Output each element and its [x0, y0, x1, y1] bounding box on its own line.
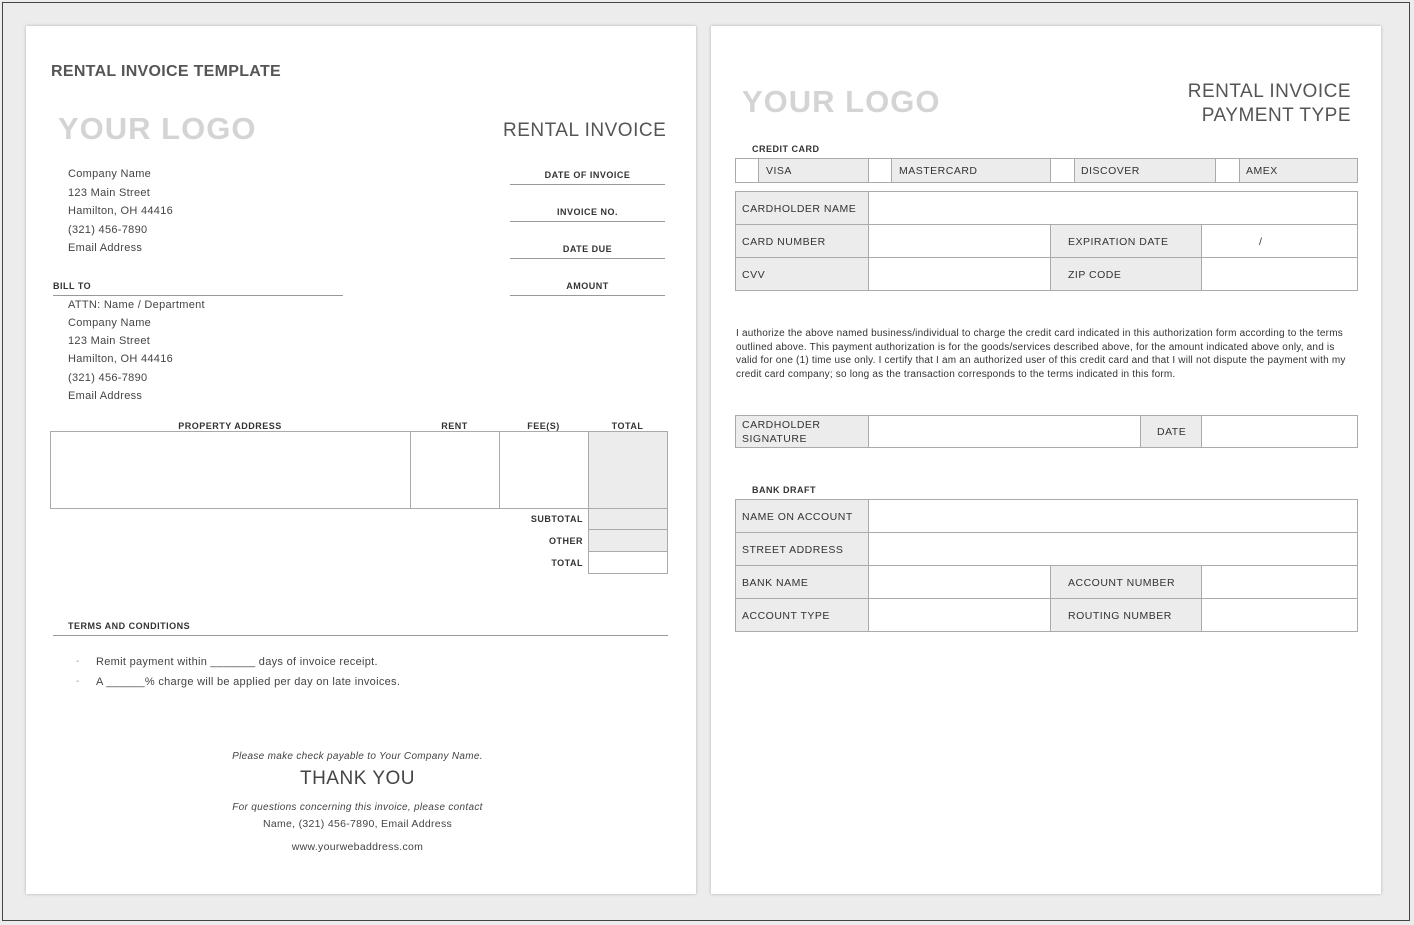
routing-number-label-cell	[1050, 598, 1202, 632]
payment-title-line2: PAYMENT TYPE	[1201, 105, 1351, 126]
logo-placeholder: YOUR LOGO	[58, 111, 257, 146]
company-name: Company Name	[68, 168, 152, 180]
website[interactable]: www.yourwebaddress.com	[291, 841, 424, 853]
zip-code-label-cell	[1050, 257, 1202, 291]
subtotal-cell[interactable]	[588, 508, 668, 530]
account-type-label-cell	[735, 598, 869, 632]
terms-bullet: -	[76, 656, 80, 667]
signature-date-label: DATE	[1157, 426, 1187, 438]
cvv-field[interactable]	[868, 257, 1051, 291]
visa-option	[758, 158, 869, 183]
routing-number-label: ROUTING NUMBER	[1068, 610, 1172, 622]
account-number-label-cell	[1050, 565, 1202, 599]
street-address-label: STREET ADDRESS	[742, 544, 844, 556]
bank-name-field[interactable]	[868, 565, 1051, 599]
grand-total-cell[interactable]	[588, 551, 668, 574]
zip-code-field[interactable]	[1201, 257, 1358, 291]
thank-you: THANK YOU	[299, 768, 415, 789]
subtotal-label: SUBTOTAL	[530, 514, 583, 524]
cvv-label: CVV	[742, 269, 766, 281]
mastercard-label: MASTERCARD	[899, 165, 978, 177]
cardholder-name-label: CARDHOLDER NAME	[742, 203, 857, 215]
cvv-label-cell	[735, 257, 869, 291]
account-type-field[interactable]	[868, 598, 1051, 632]
date-of-invoice-label: DATE OF INVOICE	[544, 170, 631, 180]
company-phone: (321) 456-7890	[68, 224, 148, 236]
cardholder-signature-label-cell	[735, 415, 869, 448]
bank-draft-label: BANK DRAFT	[752, 485, 816, 495]
cardholder-name-label-cell	[735, 191, 869, 225]
total-header: TOTAL	[611, 421, 644, 431]
rent-header: RENT	[441, 421, 468, 431]
payable-note: Please make check payable to Your Company Name.	[232, 751, 483, 762]
bank-name-label: BANK NAME	[742, 577, 809, 589]
amount-label: AMOUNT	[566, 281, 609, 291]
discover-checkbox[interactable]	[1050, 158, 1075, 183]
other-label: OTHER	[549, 536, 583, 546]
invoice-page	[26, 26, 696, 894]
fees-header: FEE(S)	[527, 421, 560, 431]
property-address-header: PROPERTY ADDRESS	[178, 421, 282, 431]
company-city: Hamilton, OH 44416	[68, 205, 174, 217]
zip-code-label: ZIP CODE	[1068, 269, 1122, 281]
credit-card-label: CREDIT CARD	[752, 144, 820, 154]
bank-name-label-cell	[735, 565, 869, 599]
invoice-title: RENTAL INVOICE	[503, 120, 667, 141]
name-on-account-label-cell	[735, 499, 869, 533]
contact-info: Name, (321) 456-7890, Email Address	[262, 818, 453, 830]
bill-to-line	[53, 295, 343, 296]
amex-checkbox[interactable]	[1215, 158, 1240, 183]
payment-page	[711, 26, 1381, 894]
street-address-label-cell	[735, 532, 869, 566]
name-on-account-label: NAME ON ACCOUNT	[742, 511, 853, 523]
property-address-cell[interactable]	[50, 431, 411, 509]
invoice-no-label: INVOICE NO.	[556, 207, 618, 217]
street-address-field[interactable]	[868, 532, 1358, 566]
authorization-text: I authorize the above named business/individual to charge the credit card indicated in this authorization form according to the terms outlined above. This payment authorization is for the goods/services described above, for the amount indicated above only, and is valid for one (1) time use only. I certify that I am an authorized user of this credit card and that I will not dispute the payment with my credit card company; so long as the transaction corresponds to the terms indicated in this form.	[736, 328, 1346, 380]
cardholder-signature-label-line2: SIGNATURE	[742, 433, 807, 445]
bill-to-attn: ATTN: Name / Department	[68, 299, 205, 311]
bill-to-city: Hamilton, OH 44416	[68, 353, 174, 365]
amex-label: AMEX	[1246, 165, 1278, 177]
discover-option	[1074, 158, 1216, 183]
account-number-field[interactable]	[1201, 565, 1358, 599]
mastercard-checkbox[interactable]	[868, 158, 892, 183]
expiration-separator: /	[1259, 236, 1263, 248]
company-street: 123 Main Street	[68, 187, 151, 199]
terms-bullet: -	[76, 676, 80, 687]
bill-to-company: Company Name	[68, 317, 152, 329]
name-on-account-field[interactable]	[868, 499, 1358, 533]
total-cell[interactable]	[588, 431, 668, 509]
logo-placeholder: YOUR LOGO	[742, 84, 941, 119]
expiration-date-field[interactable]	[1201, 224, 1358, 258]
expiration-date-label-cell	[1050, 224, 1202, 258]
terms-item: A ______% charge will be applied per day on late invoices.	[96, 676, 401, 688]
visa-checkbox[interactable]	[735, 158, 759, 183]
cardholder-signature-label-line1: CARDHOLDER	[742, 419, 821, 431]
cardholder-signature-field[interactable]	[868, 415, 1141, 448]
date-due-line[interactable]	[510, 258, 665, 259]
account-number-label: ACCOUNT NUMBER	[1068, 577, 1176, 589]
mastercard-option	[891, 158, 1051, 183]
date-due-label: DATE DUE	[562, 244, 613, 254]
bill-to-street: 123 Main Street	[68, 335, 151, 347]
terms-label: TERMS AND CONDITIONS	[68, 621, 191, 631]
visa-label: VISA	[766, 165, 792, 177]
questions-note: For questions concerning this invoice, please contact	[232, 802, 483, 813]
bill-to-email: Email Address	[68, 390, 143, 402]
grand-total-label: TOTAL	[551, 558, 583, 568]
invoice-no-line[interactable]	[510, 221, 665, 222]
terms-line	[53, 635, 668, 636]
date-of-invoice-line[interactable]	[510, 184, 665, 185]
fees-cell[interactable]	[499, 431, 589, 509]
bill-to-phone: (321) 456-7890	[68, 372, 148, 384]
account-type-label: ACCOUNT TYPE	[742, 610, 830, 622]
terms-item: Remit payment within _______ days of invoice receipt.	[96, 656, 378, 668]
payment-title-line1: RENTAL INVOICE	[1187, 81, 1351, 102]
discover-label: DISCOVER	[1081, 165, 1140, 177]
amount-line[interactable]	[510, 295, 665, 296]
template-title: RENTAL INVOICE TEMPLATE	[51, 63, 282, 80]
company-email: Email Address	[68, 242, 143, 254]
other-cell[interactable]	[588, 529, 668, 552]
bill-to-label: BILL TO	[53, 281, 92, 291]
signature-date-field[interactable]	[1201, 415, 1358, 448]
expiration-date-label: EXPIRATION DATE	[1068, 236, 1169, 248]
cardholder-name-field[interactable]	[868, 191, 1358, 225]
routing-number-field[interactable]	[1201, 598, 1358, 632]
card-number-label-cell	[735, 224, 869, 258]
rent-cell[interactable]	[410, 431, 500, 509]
amex-option	[1239, 158, 1358, 183]
card-number-label: CARD NUMBER	[742, 236, 826, 248]
signature-date-label-cell	[1140, 415, 1202, 448]
card-number-field[interactable]	[868, 224, 1051, 258]
